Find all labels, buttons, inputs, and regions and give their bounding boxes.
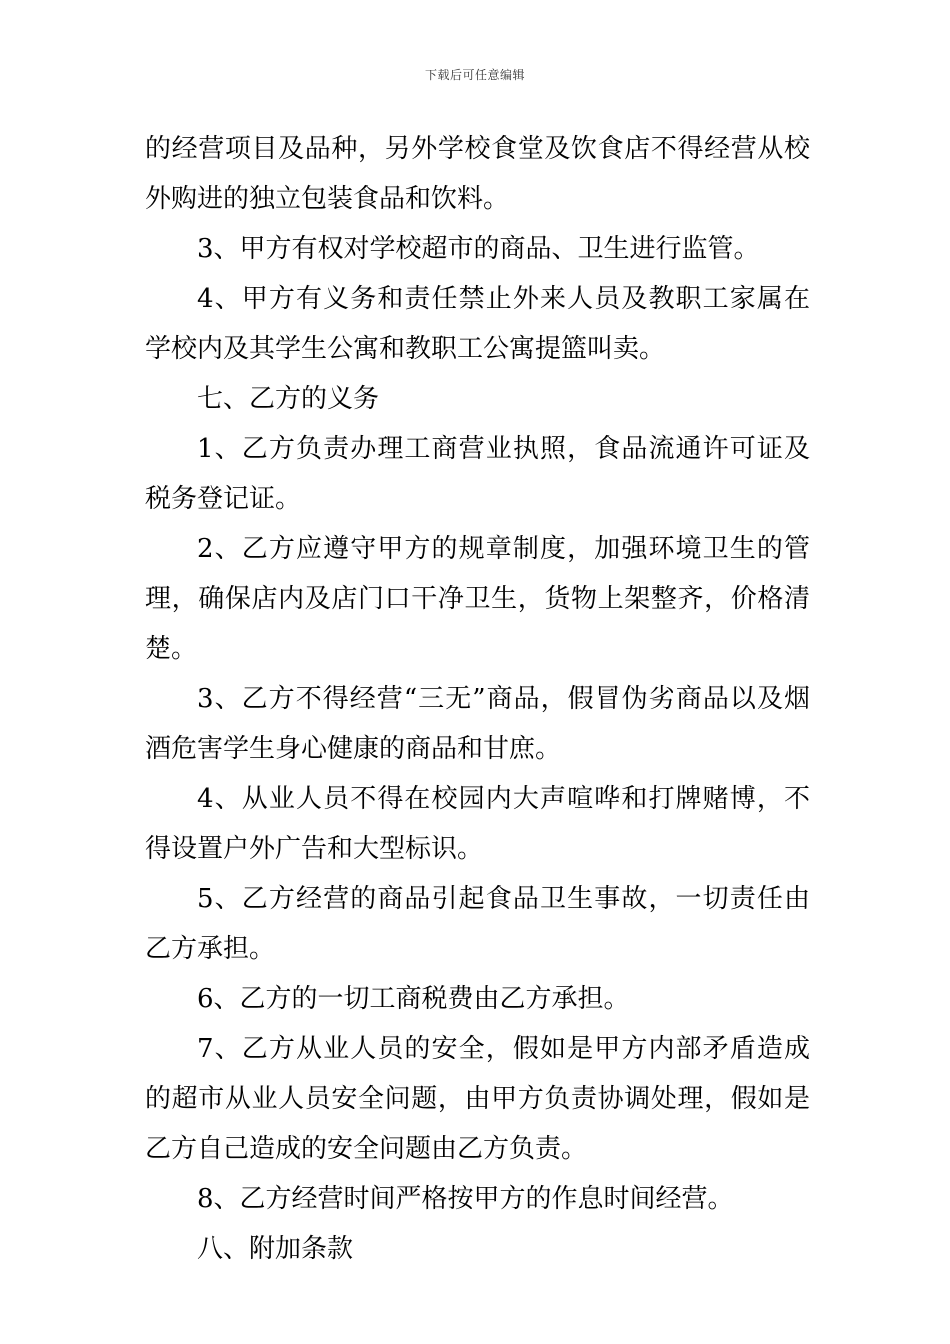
- paragraph-item-5-party-b: 5、乙方经营的商品引起食品卫生事故，一切责任由乙方承担。: [145, 884, 810, 964]
- paragraph-item-3-party-a: 3、甲方有权对学校超市的商品、卫生进行监管。: [197, 234, 760, 264]
- paragraph-continuation: 的经营项目及品种，另外学校食堂及饮食店不得经营从校外购进的独立包装食品和饮料。: [145, 134, 810, 214]
- paragraph-item-8-party-b: 8、乙方经营时间严格按甲方的作息时间经营。: [197, 1184, 734, 1214]
- paragraph-item-6-party-b: 6、乙方的一切工商税费由乙方承担。: [197, 984, 630, 1014]
- section-heading-seven: 七、乙方的义务: [197, 384, 380, 414]
- section-heading-eight: 八、附加条款: [197, 1234, 354, 1264]
- page-header: 下载后可任意编辑: [424, 68, 525, 82]
- paragraph-item-7-party-b: 7、乙方从业人员的安全，假如是甲方内部矛盾造成的超市从业人员安全问题，由甲方负责协调处理，假如是乙方自己造成的安全问题由乙方负责。: [145, 1034, 810, 1164]
- paragraph-item-1-party-b: 1、乙方负责办理工商营业执照，食品流通许可证及税务登记证。: [145, 434, 810, 514]
- paragraph-item-2-party-b: 2、乙方应遵守甲方的规章制度，加强环境卫生的管理，确保店内及店门口干净卫生，货物上架整齐，价格清楚。: [145, 534, 810, 664]
- paragraph-item-3-party-b: 3、乙方不得经营“三无”商品，假冒伪劣商品以及烟酒危害学生身心健康的商品和甘庶。: [145, 684, 810, 764]
- paragraph-item-4-party-a: 4、甲方有义务和责任禁止外来人员及教职工家属在学校内及其学生公寓和教职工公寓提篮叫卖。: [145, 284, 810, 364]
- paragraph-item-4-party-b: 4、从业人员不得在校园内大声喧哗和打牌赌博，不得设置户外广告和大型标识。: [145, 784, 810, 864]
- document-body: [145, 124, 810, 1274]
